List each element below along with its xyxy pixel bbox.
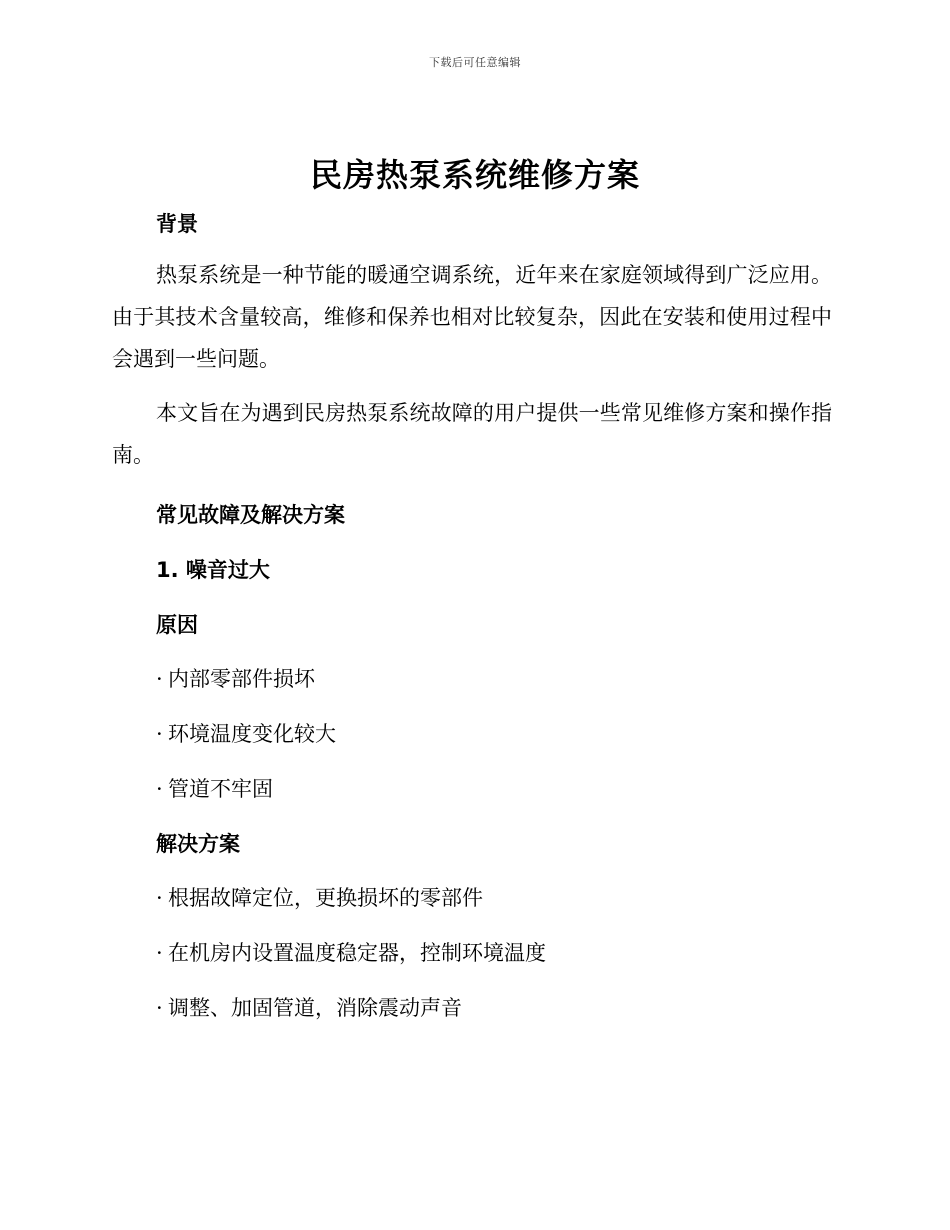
solution-heading: 解决方案	[156, 832, 240, 856]
solution-item	[112, 992, 876, 1022]
document-title: 民房热泵系统维修方案	[309, 156, 640, 194]
background-paragraph-1: 热泵系统是一种节能的暖通空调系统，近年来在家庭领域得到广泛应用。由于其技术含量较高，维修和保养也相对比较复杂，因此在安装和使用过程中会遇到一些问题。	[112, 263, 832, 371]
cause-item	[112, 773, 876, 803]
fault-heading-noise: 1. 噪音过大	[156, 558, 270, 582]
background-paragraph-2: 本文旨在为遇到民房热泵系统故障的用户提供一些常见维修方案和操作指南。	[112, 401, 832, 467]
section-heading-faults: 常见故障及解决方案	[156, 503, 345, 527]
bullet-dot: ·	[156, 941, 163, 965]
solution-text: 调整、加固管道，消除震动声音	[168, 996, 462, 1020]
bullet-dot: ·	[156, 886, 163, 910]
bullet-dot: ·	[156, 777, 163, 801]
solution-item	[112, 937, 876, 967]
cause-text: 环境温度变化较大	[168, 722, 336, 746]
bullet-dot: ·	[156, 996, 163, 1020]
header-note: 下载后可任意编辑	[429, 56, 521, 69]
cause-text: 内部零部件损坏	[168, 667, 315, 691]
section-heading-background: 背景	[156, 212, 198, 236]
solution-text: 在机房内设置温度稳定器，控制环境温度	[168, 941, 546, 965]
solution-item	[112, 882, 876, 912]
bullet-dot: ·	[156, 722, 163, 746]
cause-item	[112, 718, 876, 748]
cause-text: 管道不牢固	[168, 777, 273, 801]
bullet-dot: ·	[156, 667, 163, 691]
cause-heading: 原因	[156, 613, 198, 637]
solution-text: 根据故障定位，更换损坏的零部件	[168, 886, 483, 910]
cause-item	[112, 663, 876, 693]
